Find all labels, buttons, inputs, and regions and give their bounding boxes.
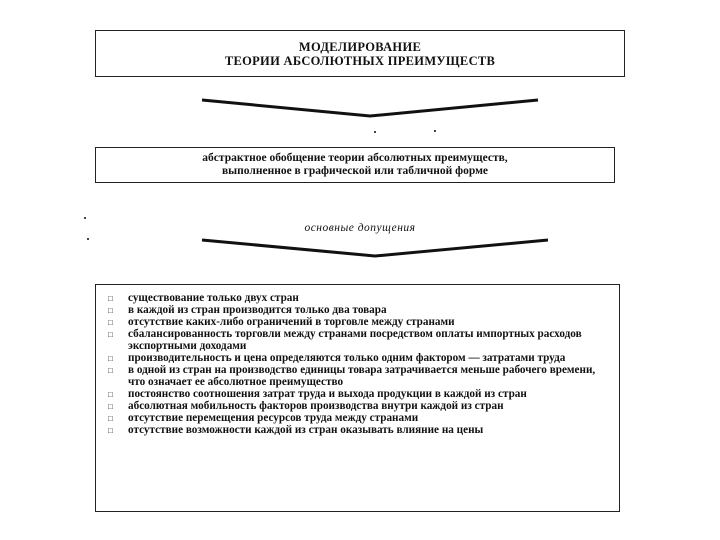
assumptions-list bbox=[95, 284, 620, 512]
list-item: □ отсутствие перемещения ресурсов труда между странами bbox=[108, 411, 419, 424]
list-item: □ отсутствие возможности каждой из стран оказывать влияние на цены bbox=[108, 423, 484, 436]
list-item: □ отсутствие каких-либо ограничений в торговле между странами bbox=[108, 316, 455, 328]
checkbox-bullet-icon: □ bbox=[108, 294, 113, 303]
list-item: □ сбалансированность торговли между странами посредством оплаты импортных расходов экспортными доходами bbox=[108, 328, 582, 352]
assumptions-label: основные допущения bbox=[304, 222, 416, 234]
checkbox-bullet-icon: □ bbox=[108, 425, 113, 435]
checkbox-bullet-icon: □ bbox=[108, 389, 113, 399]
definition-line-2: выполненное в графической или табличной форме bbox=[221, 165, 489, 177]
checkbox-bullet-icon: □ bbox=[108, 365, 113, 375]
checkbox-bullet-icon: □ bbox=[108, 401, 113, 411]
list-item: □ в каждой из стран производится только два товара bbox=[108, 304, 387, 316]
title-line-1: МОДЕЛИРОВАНИЕ bbox=[298, 40, 422, 54]
scan-speck bbox=[87, 238, 89, 240]
scan-speck bbox=[84, 217, 86, 219]
list-item: □ абсолютная мобильность факторов производства внутри каждой из стран bbox=[108, 399, 504, 412]
scan-speck bbox=[374, 131, 376, 133]
list-item: □ в одной из стран на производство единицы товара затрачивается меньше рабочего времени, что означает ее абсолютное преимущество bbox=[108, 363, 596, 388]
checkbox-bullet-icon: □ bbox=[108, 353, 113, 363]
definition-line-1: абстрактное обобщение теории абсолютных преимуществ, bbox=[202, 152, 508, 164]
list-item: □ постоянство соотношения затрат труда и выхода продукции в каждой из стран bbox=[108, 387, 527, 400]
checkbox-bullet-icon: □ bbox=[108, 413, 113, 423]
definition-box bbox=[95, 147, 615, 183]
list-item: □ производительность и цена определяются только одним фактором — затратами труда bbox=[108, 351, 566, 364]
scan-speck bbox=[434, 130, 436, 132]
arrow-down-1 bbox=[200, 96, 540, 120]
title-box bbox=[95, 30, 625, 77]
checkbox-bullet-icon: □ bbox=[108, 330, 113, 339]
title-line-2: ТЕОРИИ АБСОЛЮТНЫХ ПРЕИМУЩЕСТВ bbox=[224, 54, 496, 68]
arrow-down-2 bbox=[200, 236, 550, 260]
checkbox-bullet-icon: □ bbox=[108, 306, 113, 315]
checkbox-bullet-icon: □ bbox=[108, 318, 113, 327]
list-item: □ существование только двух стран bbox=[108, 292, 299, 304]
